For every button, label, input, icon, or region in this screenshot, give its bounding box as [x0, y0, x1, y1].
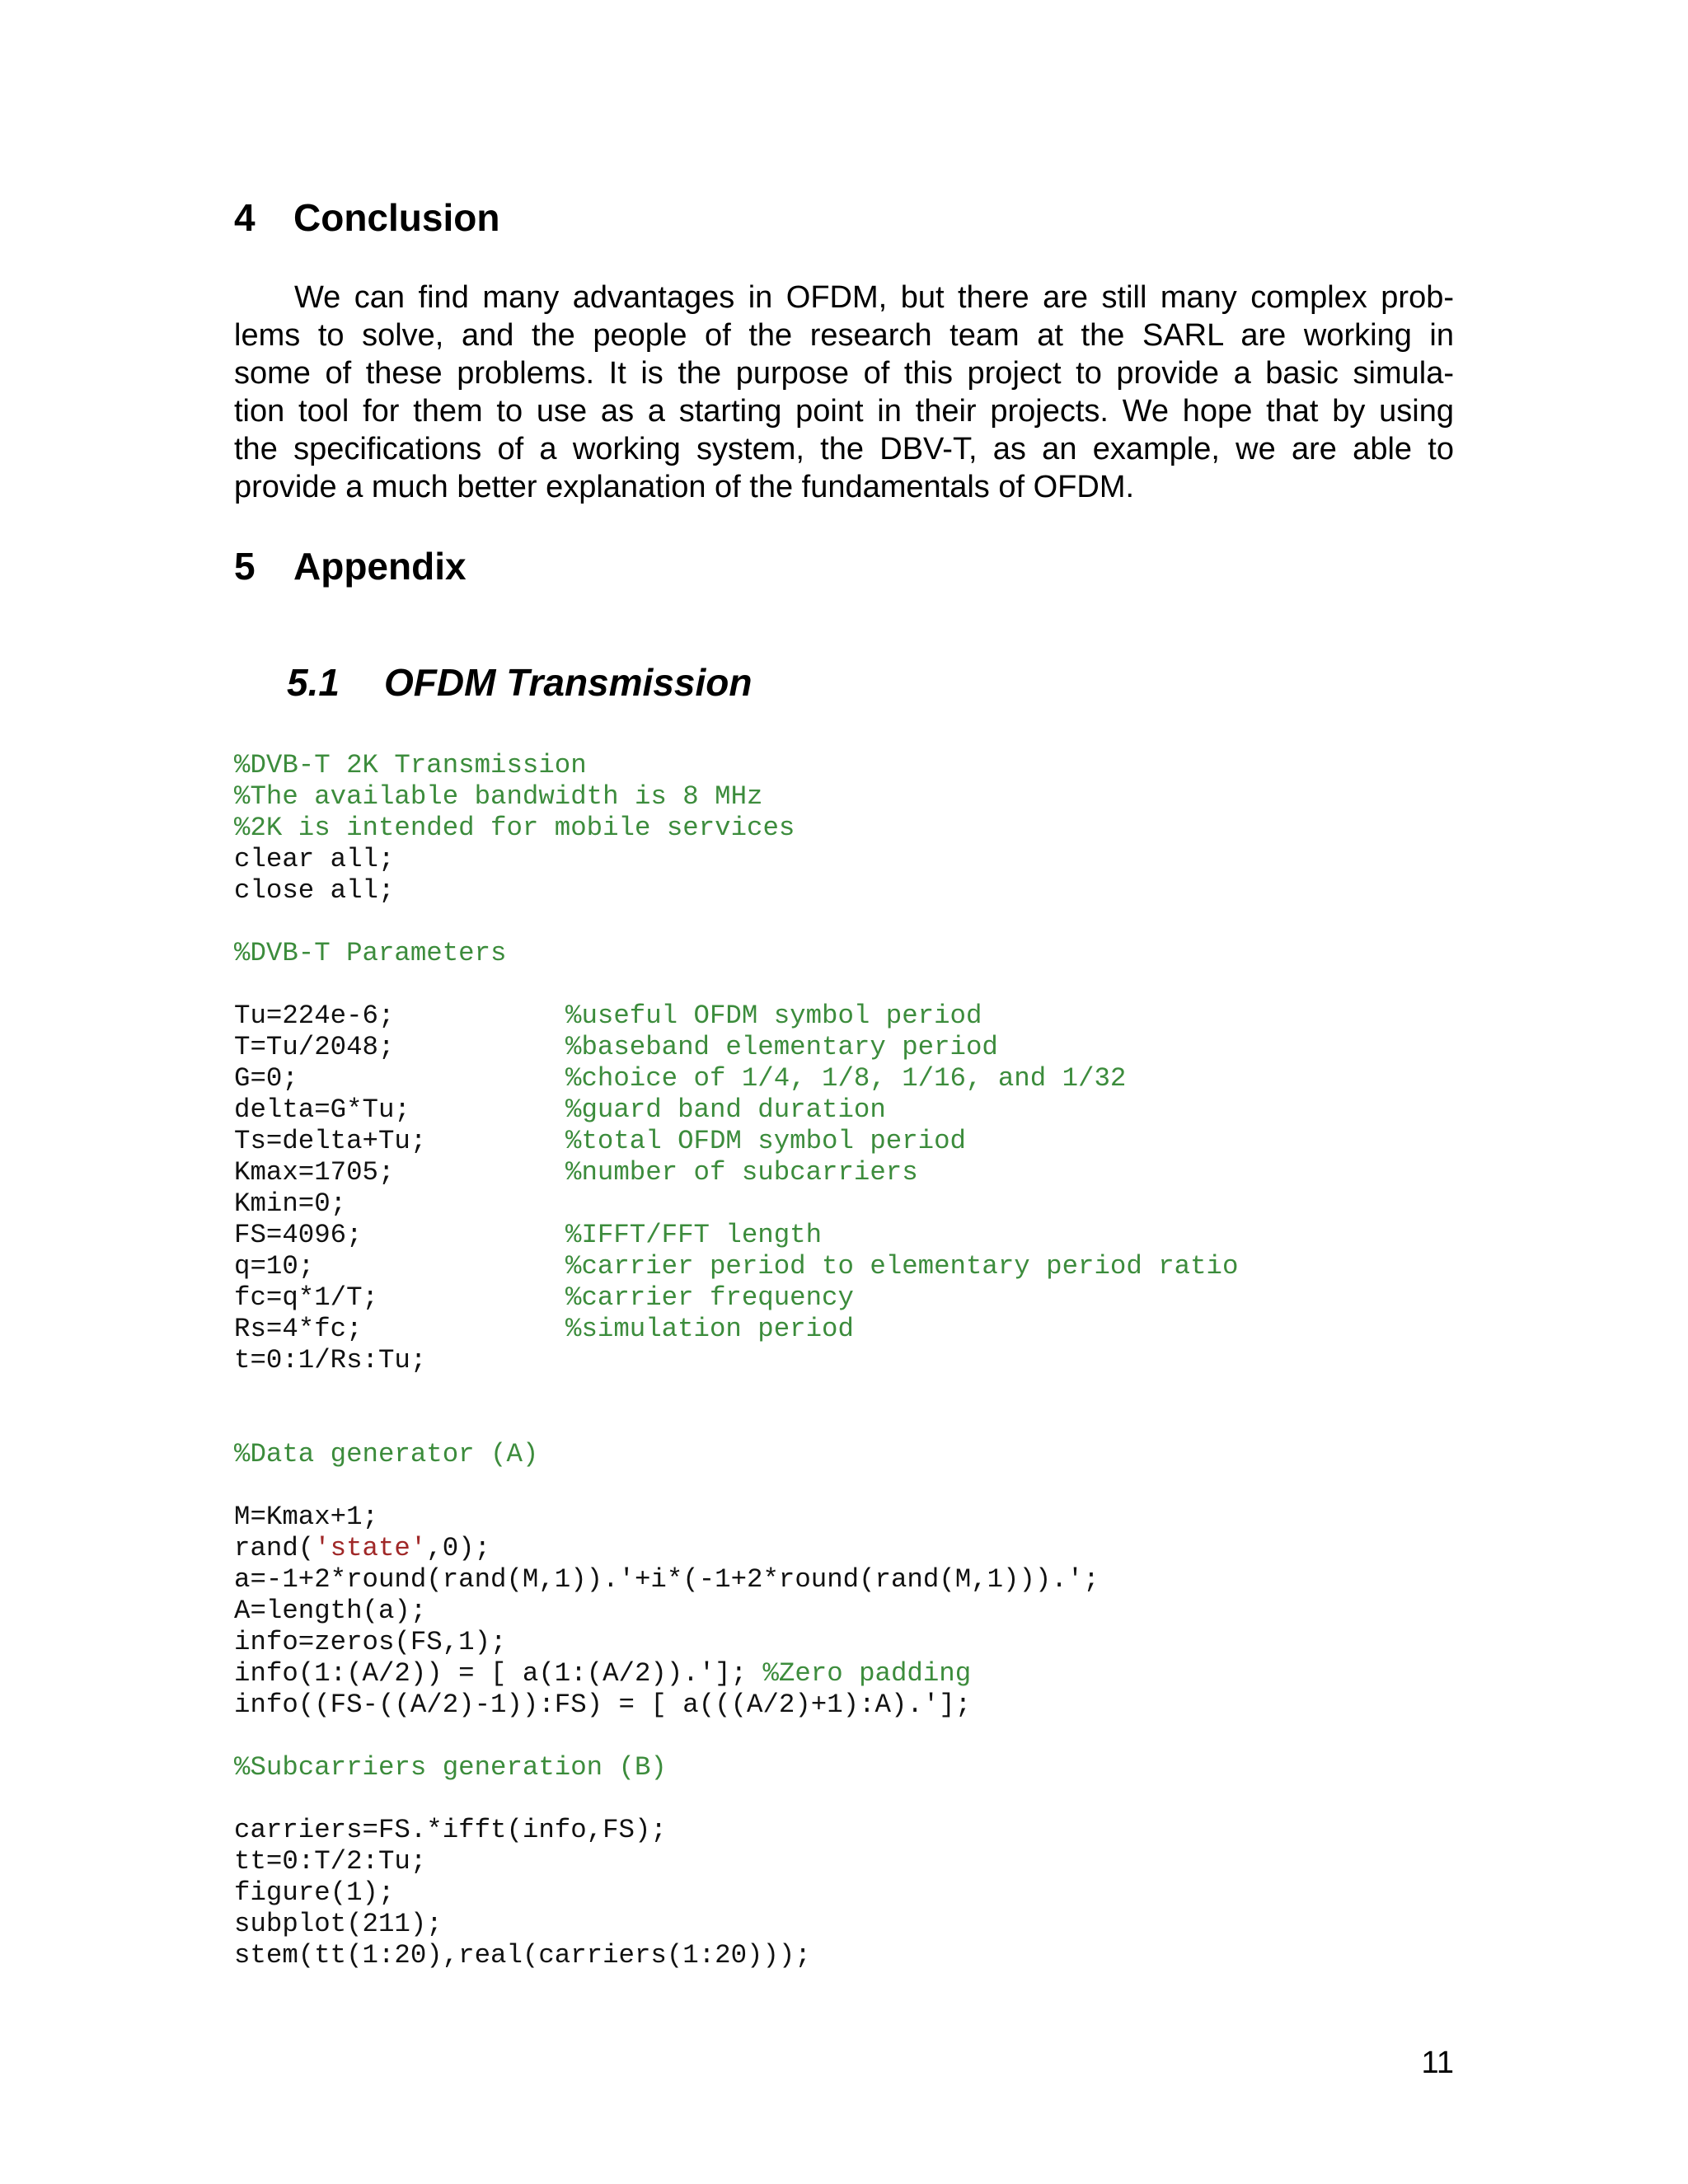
section-heading-conclusion [234, 194, 499, 241]
code-line: M=Kmax+1; [234, 1502, 378, 1532]
code-comment: %Subcarriers generation (B) [234, 1752, 667, 1783]
code-line: Ts=delta+Tu; [234, 1126, 427, 1156]
section-title: Conclusion [293, 196, 500, 239]
code-line: clear all; [234, 844, 395, 874]
code-line: G=0; [234, 1063, 298, 1094]
code-line: close all; [234, 875, 395, 906]
paragraph-line: provide a much better explanation of the fundamentals of OFDM. [234, 470, 1135, 504]
code-inline-comment: %baseband elementary period [565, 1032, 998, 1062]
section-number: 4 [234, 196, 256, 239]
code-line: delta=G*Tu; [234, 1094, 410, 1125]
code-line: FS=4096; [234, 1220, 363, 1250]
code-line: a=-1+2*round(rand(M,1)).'+i*(-1+2*round(rand(M,1))).'; [234, 1564, 1100, 1595]
code-line: t=0:1/Rs:Tu; [234, 1345, 427, 1376]
code-inline-comment: %total OFDM symbol period [565, 1126, 966, 1156]
subsection-heading-ofdm-transmission [287, 659, 752, 705]
code-inline-comment: %number of subcarriers [565, 1157, 918, 1188]
paragraph-line: lems to solve, and the people of the research team at the SARL are working in [234, 318, 1454, 353]
code-inline-comment: %simulation period [565, 1314, 854, 1344]
code-line: figure(1); [234, 1877, 395, 1908]
code-line: Tu=224e-6; [234, 1001, 395, 1031]
paragraph-line: some of these problems. It is the purpose of this project to provide a basic simula- [234, 356, 1454, 391]
code-comment: %Data generator (A) [234, 1439, 539, 1469]
section-heading-appendix [234, 543, 467, 589]
code-line: carriers=FS.*ifft(info,FS); [234, 1815, 667, 1845]
code-inline-comment: %guard band duration [565, 1094, 886, 1125]
subsection-number: 5.1 [287, 661, 340, 704]
code-token: info(1:(A/2)) = [ a(1:(A/2)).']; [234, 1658, 763, 1689]
code-inline-comment: %carrier period to elementary period ratio [565, 1251, 1239, 1282]
code-inline-comment: %useful OFDM symbol period [565, 1001, 982, 1031]
code-line: fc=q*1/T; [234, 1282, 378, 1313]
paragraph-line: tion tool for them to use as a starting point in their projects. We hope that by using [234, 394, 1454, 429]
code-line: subplot(211); [234, 1909, 443, 1939]
page-number: 11 [1421, 2046, 1454, 2080]
code-comment: %DVB-T Parameters [234, 938, 507, 968]
code-inline-comment: %choice of 1/4, 1/8, 1/16, and 1/32 [565, 1063, 1127, 1094]
code-line [234, 1658, 971, 1690]
code-line: info((FS-((A/2)-1)):FS) = [ a(((A/2)+1):A).']; [234, 1690, 972, 1720]
code-token: rand( [234, 1533, 315, 1563]
code-comment: %DVB-T 2K Transmission [234, 750, 587, 780]
code-line: q=10; [234, 1251, 315, 1282]
subsection-title: OFDM Transmission [384, 661, 753, 704]
code-line: T=Tu/2048; [234, 1032, 395, 1062]
code-line: A=length(a); [234, 1596, 427, 1626]
code-line [234, 1533, 490, 1564]
code-inline-comment: %carrier frequency [565, 1282, 854, 1313]
code-comment: %2K is intended for mobile services [234, 813, 795, 843]
code-token: ,0); [426, 1533, 491, 1563]
section-number: 5 [234, 545, 256, 588]
code-line: stem(tt(1:20),real(carriers(1:20))); [234, 1940, 811, 1971]
code-string: 'state' [314, 1533, 427, 1563]
code-comment: %The available bandwidth is 8 MHz [234, 781, 763, 812]
code-line: tt=0:T/2:Tu; [234, 1846, 427, 1877]
code-line: info=zeros(FS,1); [234, 1627, 507, 1657]
code-inline-comment: %IFFT/FFT length [565, 1220, 823, 1250]
code-line: Kmin=0; [234, 1188, 347, 1219]
section-title: Appendix [293, 545, 467, 588]
paragraph-line: the specifications of a working system, the DBV-T, as an example, we are able to [234, 432, 1454, 466]
code-line: Rs=4*fc; [234, 1314, 363, 1344]
paragraph-line: We can find many advantages in OFDM, but there are still many complex prob- [294, 280, 1454, 315]
code-inline-comment: %Zero padding [762, 1658, 972, 1689]
code-line: Kmax=1705; [234, 1157, 395, 1188]
